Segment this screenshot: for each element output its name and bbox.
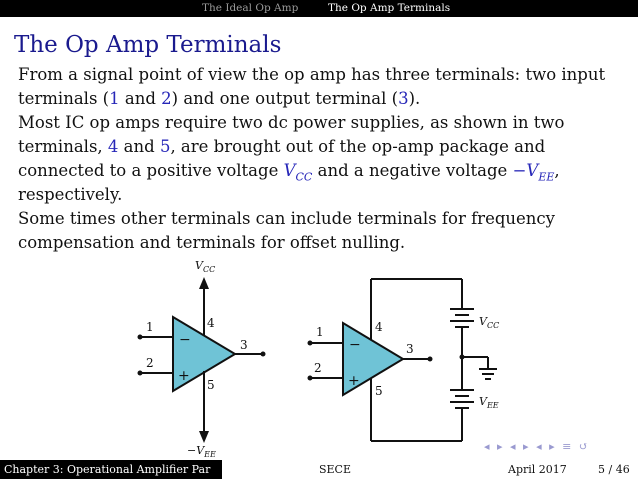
vcc-subscript: CC [295,170,313,184]
vcc-arrow-icon [199,277,209,289]
terminal-dot [261,352,266,357]
terminal-5-label: 5 [207,378,215,392]
footer-right [448,460,638,479]
body-line: From a signal point of view the op amp has three terminals: two input [18,65,606,84]
body-line: respectively. [18,185,123,204]
terminal-ref[interactable]: 4 [107,137,119,156]
terminal-1-label: 1 [316,325,324,339]
terminal-3-label: 3 [406,342,414,356]
terminal-ref[interactable]: 1 [109,89,120,108]
terminal-3-label: 3 [240,338,248,352]
nav-tab-op-amp-terminals[interactable]: The Op Amp Terminals [322,0,456,17]
terminal-4-label: 4 [375,320,383,334]
terminal-dot [138,335,143,340]
body-line: Most IC op amps require two dc power supplies, as shown in two [18,113,565,132]
terminal-1-label: 1 [146,320,154,334]
terminal-dot [308,376,313,381]
terminal-ref[interactable]: 5 [159,137,171,156]
terminal-2-label: 2 [146,356,154,370]
footer-bar [0,460,638,479]
slide-body [18,63,618,255]
inverting-sign: − [179,332,191,348]
slide-title: The Op Amp Terminals [14,32,282,58]
body-line [18,159,618,183]
footer-institution: SECE [222,460,448,479]
vee-subscript: EE [538,170,555,184]
text-span: connected to a positive voltage [18,161,284,180]
opamp-diagram-with-supplies [300,265,510,450]
noninverting-sign: + [178,368,190,384]
body-line [18,87,618,111]
text-span: , [554,161,560,180]
terminal-ref[interactable]: 2 [161,89,172,108]
body-line: Some times other terminals can include terminals for frequency [18,209,555,228]
text-span: and [118,137,160,156]
text-span: , are brought out of the op-amp package and [170,137,546,156]
terminal-5-label: 5 [375,384,383,398]
vcc-symbol: V [283,161,296,180]
vee-arrow-icon [199,431,209,443]
vcc-label: $V_{CC}$ [479,315,500,330]
terminal-ref[interactable]: 3 [398,89,409,108]
terminal-4-label: 4 [207,316,215,330]
top-navigation-bar [0,0,638,17]
vee-label: $-V_{EE}$ [187,444,216,459]
text-span: terminals ( [18,89,110,108]
footer-page-number: 5 / 46 [598,463,630,476]
inverting-sign: − [349,337,361,353]
terminal-dot [308,341,313,346]
beamer-navigation-icons[interactable]: ◂ ▸ ◂ ▸ ◂ ▸ ≡ ↺ [484,440,591,453]
text-span: ). [408,89,421,108]
text-span: ) and one output terminal ( [171,89,399,108]
opamp-diagram-basic [135,255,275,460]
footer-chapter-title: Chapter 3: Operational Amplifier Par [0,460,222,479]
vee-label: $V_{EE}$ [479,395,499,410]
terminal-dot [138,371,143,376]
text-span: terminals, [18,137,108,156]
text-span: and a negative voltage [312,161,513,180]
text-span: and [119,89,162,108]
vcc-label: $V_{CC}$ [195,259,216,274]
terminal-2-label: 2 [314,361,322,375]
nav-tab-ideal-op-amp[interactable]: The Ideal Op Amp [202,2,299,14]
body-line [18,135,618,159]
footer-date: April 2017 [508,463,567,476]
body-line: compensation and terminals for offset nulling. [18,233,406,252]
terminal-dot [428,357,433,362]
noninverting-sign: + [348,373,360,389]
vee-symbol: −V [512,161,539,180]
